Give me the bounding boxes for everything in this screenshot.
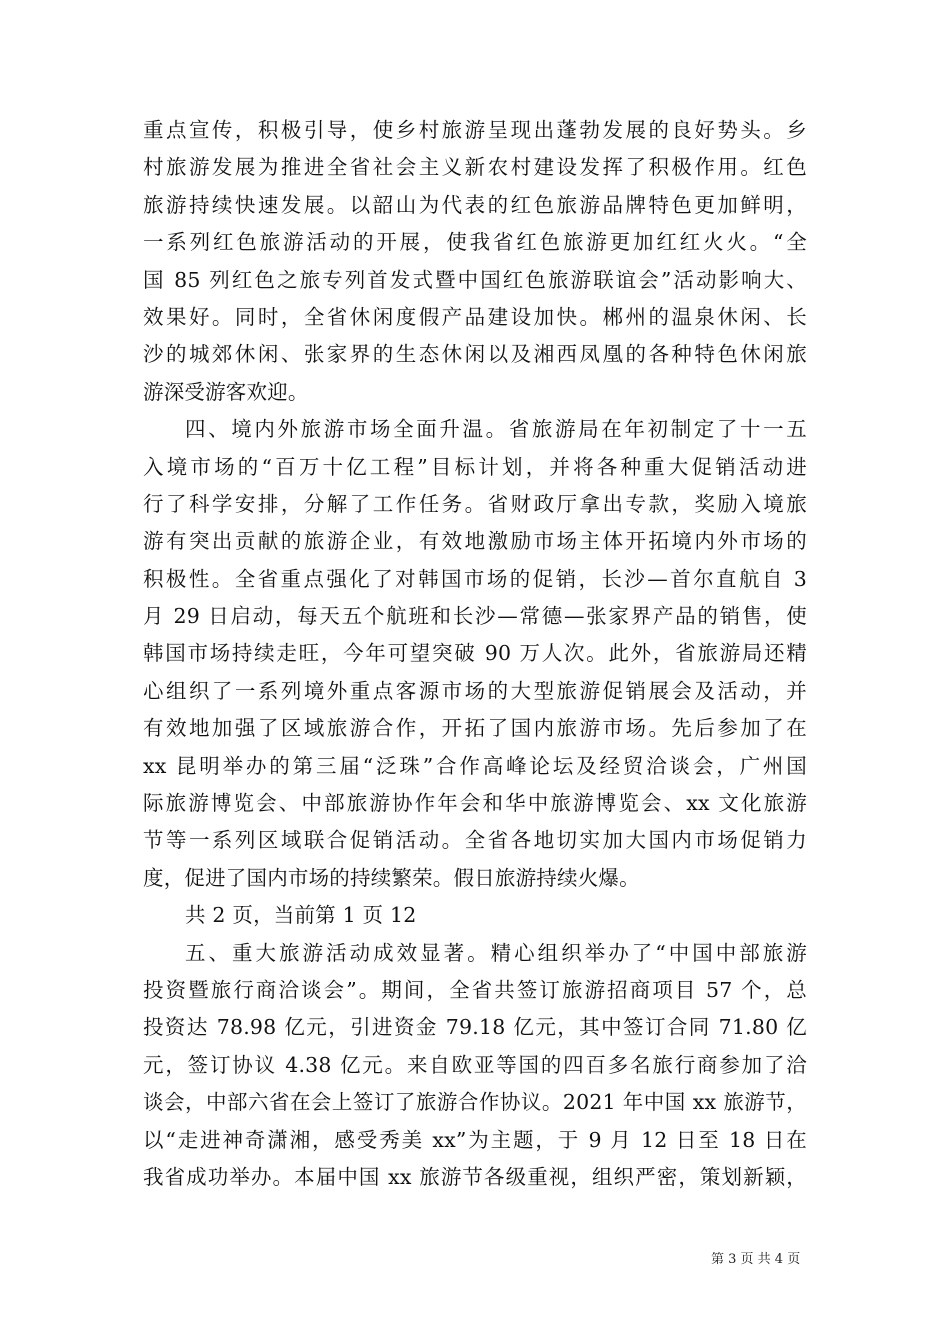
text-line: 以“走进神奇潇湘，感受秀美 xx”为主题，于 9 月 12 日至 18 日在 bbox=[143, 1127, 807, 1152]
text-line: 韩国市场持续走旺，今年可望突破 90 万人次。此外，省旅游局还精 bbox=[143, 641, 807, 666]
text-line: 心组织了一系列境外重点客源市场的大型旅游促销展会及活动，并 bbox=[143, 678, 807, 703]
text-line: 行了科学安排，分解了工作任务。省财政厅拿出专款，奖励入境旅 bbox=[143, 491, 807, 516]
text-line: 效果好。同时，全省休闲度假产品建设加快。郴州的温泉休闲、长 bbox=[143, 304, 807, 329]
text-line: 节等一系列区域联合促销活动。全省各地切实加大国内市场促销力 bbox=[143, 828, 807, 853]
paragraph-start-line: 五、重大旅游活动成效显著。精心组织举办了“中国中部旅游 bbox=[185, 940, 807, 965]
paragraph-start-line: 四、境内外旅游市场全面升温。省旅游局在年初制定了十一五 bbox=[185, 417, 807, 442]
text-line: 投资暨旅行商洽谈会”。期间，全省共签订旅游招商项目 57 个，总 bbox=[143, 977, 807, 1002]
text-line: 投资达 78.98 亿元，引进资金 79.18 亿元，其中签订合同 71.80 亿 bbox=[143, 1015, 807, 1040]
text-line: 旅游持续快速发展。以韶山为代表的红色旅游品牌特色更加鲜明， bbox=[143, 192, 807, 217]
text-line: 游深受游客欢迎。 bbox=[143, 379, 309, 404]
text-line: 重点宣传，积极引导，使乡村旅游呈现出蓬勃发展的良好势头。乡 bbox=[143, 118, 807, 142]
text-line: 入境市场的“百万十亿工程”目标计划，并将各种重大促销活动进 bbox=[143, 454, 807, 479]
text-line: xx 昆明举办的第三届“泛珠”合作高峰论坛及经贸洽谈会，广州国 bbox=[143, 753, 807, 778]
text-line: 积极性。全省重点强化了对韩国市场的促销，长沙—首尔直航自 3 bbox=[143, 566, 807, 591]
text-line: 我省成功举办。本届中国 xx 旅游节各级重视，组织严密，策划新颖， bbox=[143, 1164, 807, 1189]
text-line: 村旅游发展为推进全省社会主义新农村建设发挥了积极作用。红色 bbox=[143, 155, 807, 180]
text-line: 谈会，中部六省在会上签订了旅游合作协议。2021 年中国 xx 旅游节， bbox=[143, 1090, 807, 1115]
text-line: 际旅游博览会、中部旅游协作年会和华中旅游博览会、xx 文化旅游 bbox=[143, 791, 807, 816]
text-line: 国 85 列红色之旅专列首发式暨中国红色旅游联谊会”活动影响大、 bbox=[143, 267, 807, 292]
text-line: 有效地加强了区域旅游合作，开拓了国内旅游市场。先后参加了在 bbox=[143, 716, 807, 741]
body-text bbox=[143, 112, 807, 1196]
page-footer: 第 3 页 共 4 页 bbox=[711, 1252, 801, 1267]
text-line: 元，签订协议 4.38 亿元。来自欧亚等国的四百多名旅行商参加了洽 bbox=[143, 1052, 807, 1077]
text-line: 一系列红色旅游活动的开展，使我省红色旅游更加红红火火。“全 bbox=[143, 230, 807, 255]
text-line: 游有突出贡献的旅游企业，有效地激励市场主体开拓境内外市场的 bbox=[143, 529, 807, 554]
text-line: 月 29 日启动，每天五个航班和长沙—常德—张家界产品的销售，使 bbox=[143, 604, 807, 629]
page-counter-line: 共 2 页，当前第 1 页 12 bbox=[185, 903, 417, 928]
text-line: 度，促进了国内市场的持续繁荣。假日旅游持续火爆。 bbox=[143, 865, 640, 890]
text-line: 沙的城郊休闲、张家界的生态休闲以及湘西凤凰的各种特色休闲旅 bbox=[143, 342, 807, 367]
